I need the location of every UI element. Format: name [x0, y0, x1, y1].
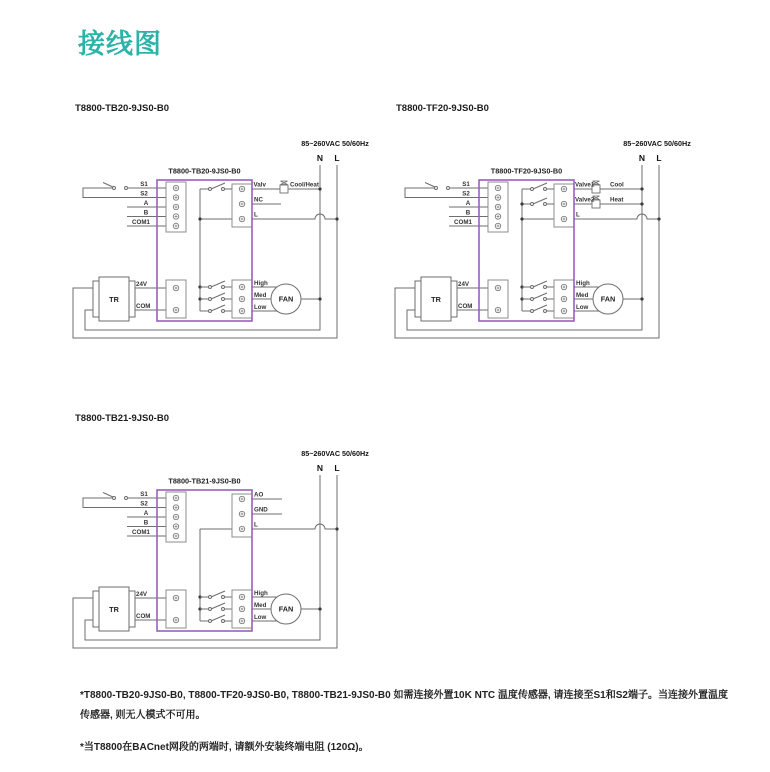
page-title: 接线图: [78, 29, 162, 59]
model-heading-tf20: T8800-TF20-9JS0-B0: [396, 103, 489, 114]
output-label-l: L: [576, 211, 580, 219]
tb21-specific-wiring: [252, 499, 339, 531]
live-output-wire: [252, 521, 337, 529]
output-label-l: L: [254, 521, 258, 529]
output-label-valve1: Valve1: [575, 181, 595, 189]
load-label-heat: Heat: [610, 196, 624, 204]
output-label-valv: Valv: [253, 181, 266, 189]
output-label-valve2: Valve2: [575, 196, 595, 204]
live-output-wire: [252, 211, 337, 219]
model-heading-tb20: T8800-TB20-9JS0-B0: [75, 103, 169, 114]
box-title: T8800-TB20-9JS0-B0: [168, 166, 241, 176]
wiring-diagram-tb21: [70, 445, 340, 650]
footnote-bacnet: *当T8800在BACnet网段的两端时, 请额外安装终端电阻 (120Ω)。: [80, 742, 369, 753]
load-label-coolheat: Cool/Heat: [290, 181, 319, 189]
output-label-ao: AO: [254, 491, 264, 499]
output-label-gnd: GND: [254, 506, 268, 514]
wiring-diagram-tb20: [70, 135, 340, 340]
output-label-l: L: [254, 211, 258, 219]
box-title: T8800-TB21-9JS0-B0: [168, 476, 241, 486]
wiring-diagram-tf20: [392, 135, 662, 340]
load-label-cool: Cool: [610, 181, 624, 189]
live-output-wire: [574, 211, 659, 219]
box-title: T8800-TF20-9JS0-B0: [490, 166, 563, 176]
output-label-nc: NC: [254, 196, 263, 204]
footnote-sensor: *T8800-TB20-9JS0-B0, T8800-TF20-9JS0-B0, T8800-TB21-9JS0-B0 如需连接外置10K NTC 温度传感器, 请连接至S1和S2端子。当连接外置温度传感器, 则无人模式不可用。: [80, 690, 728, 721]
model-heading-tb21: T8800-TB21-9JS0-B0: [75, 413, 169, 424]
